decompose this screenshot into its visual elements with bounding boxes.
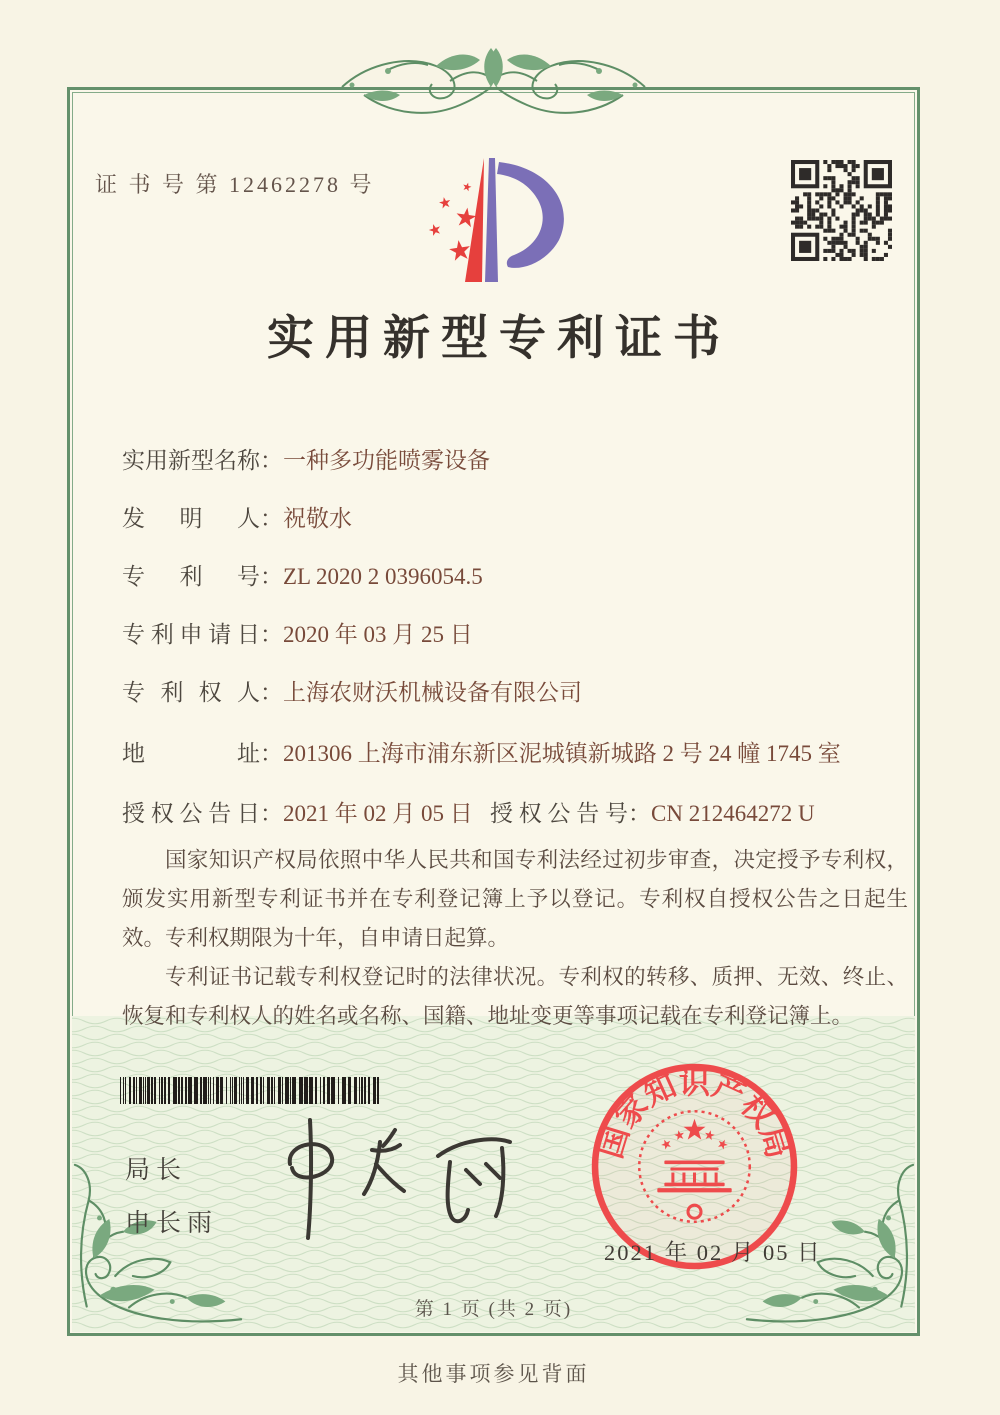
top-ornament-icon [328,41,659,133]
page-number: 第 1 页 (共 2 页) [414,1299,573,1320]
field-pair-grant-no [490,795,815,828]
field-colon: ： [260,448,283,473]
field-label: 专利申请日 [122,622,260,647]
field-value: ZL 2020 2 0396054.5 [283,564,483,589]
legal-paragraph-1: 国家知识产权局依照中华人民共和国专利法经过初步审查，决定授予专利权，颁发实用新型专利证书并在专利登记簿上予以登记。专利权自授权公告之日起生效。专利权期限为十年，自申请日起算。 [122,848,908,950]
field-value: 2020 年 03 月 25 日 [283,622,473,647]
field-pair-grant-date [122,801,473,826]
field-value: 一种多功能喷雾设备 [283,448,490,473]
field-row-patentee [122,674,582,707]
barcode [120,1077,386,1104]
field-row-address [122,735,841,768]
legal-paragraph-2: 专利证书记载专利权登记时的法律状况。专利权的转移、质押、无效、终止、恢复和专利权人的姓名或名称、国籍、地址变更等事项记载在专利登记簿上。 [122,965,908,1028]
field-row-patent-no [122,558,483,591]
director-title: 局长 [125,1157,188,1184]
field-colon: ： [260,564,283,589]
field-label: 实用新型名称 [122,448,260,473]
field-label: 专利权人 [122,680,260,705]
director-block [125,1150,218,1239]
field-label: 专利号 [122,564,260,589]
field-value: 2021 年 02 月 05 日 [283,801,473,826]
field-value: 201306 上海市浦东新区泥城镇新城路 2 号 24 幢 1745 室 [283,741,841,766]
logo-stars-icon [427,182,477,262]
field-row-grant [122,795,815,828]
field-label: 授权公告日 [122,801,260,826]
field-value: CN 212464272 U [651,801,815,826]
seal-agency-text: 国家知识产权局 [593,1065,796,1163]
field-colon: ： [260,741,283,766]
field-colon: ： [260,622,283,647]
seal-date: 2021 年 02 月 05 日 [604,1240,822,1265]
field-row-name [122,442,490,475]
back-note: 其他事项参见背面 [397,1362,590,1386]
qr-code [791,160,892,261]
field-value: 上海农财沃机械设备有限公司 [283,680,582,705]
field-row-filing-date [122,616,473,649]
field-label: 地址 [122,741,260,766]
field-colon: ： [260,680,283,705]
director-signature-icon [252,1112,524,1250]
field-colon: ： [260,506,283,531]
legal-text [122,841,908,1036]
cnipa-logo-icon [421,148,596,290]
field-label: 发明人 [122,506,260,531]
field-value: 祝敬水 [283,506,352,531]
certificate-title: 实用新型专利证书 [267,313,731,365]
field-colon: ： [628,801,651,826]
field-label: 授权公告号 [490,801,628,826]
field-row-inventor [122,500,352,533]
field-colon: ： [260,801,283,826]
certificate-number: 证 书 号 第 12462278 号 [95,172,375,197]
director-name: 申长雨 [125,1210,219,1237]
